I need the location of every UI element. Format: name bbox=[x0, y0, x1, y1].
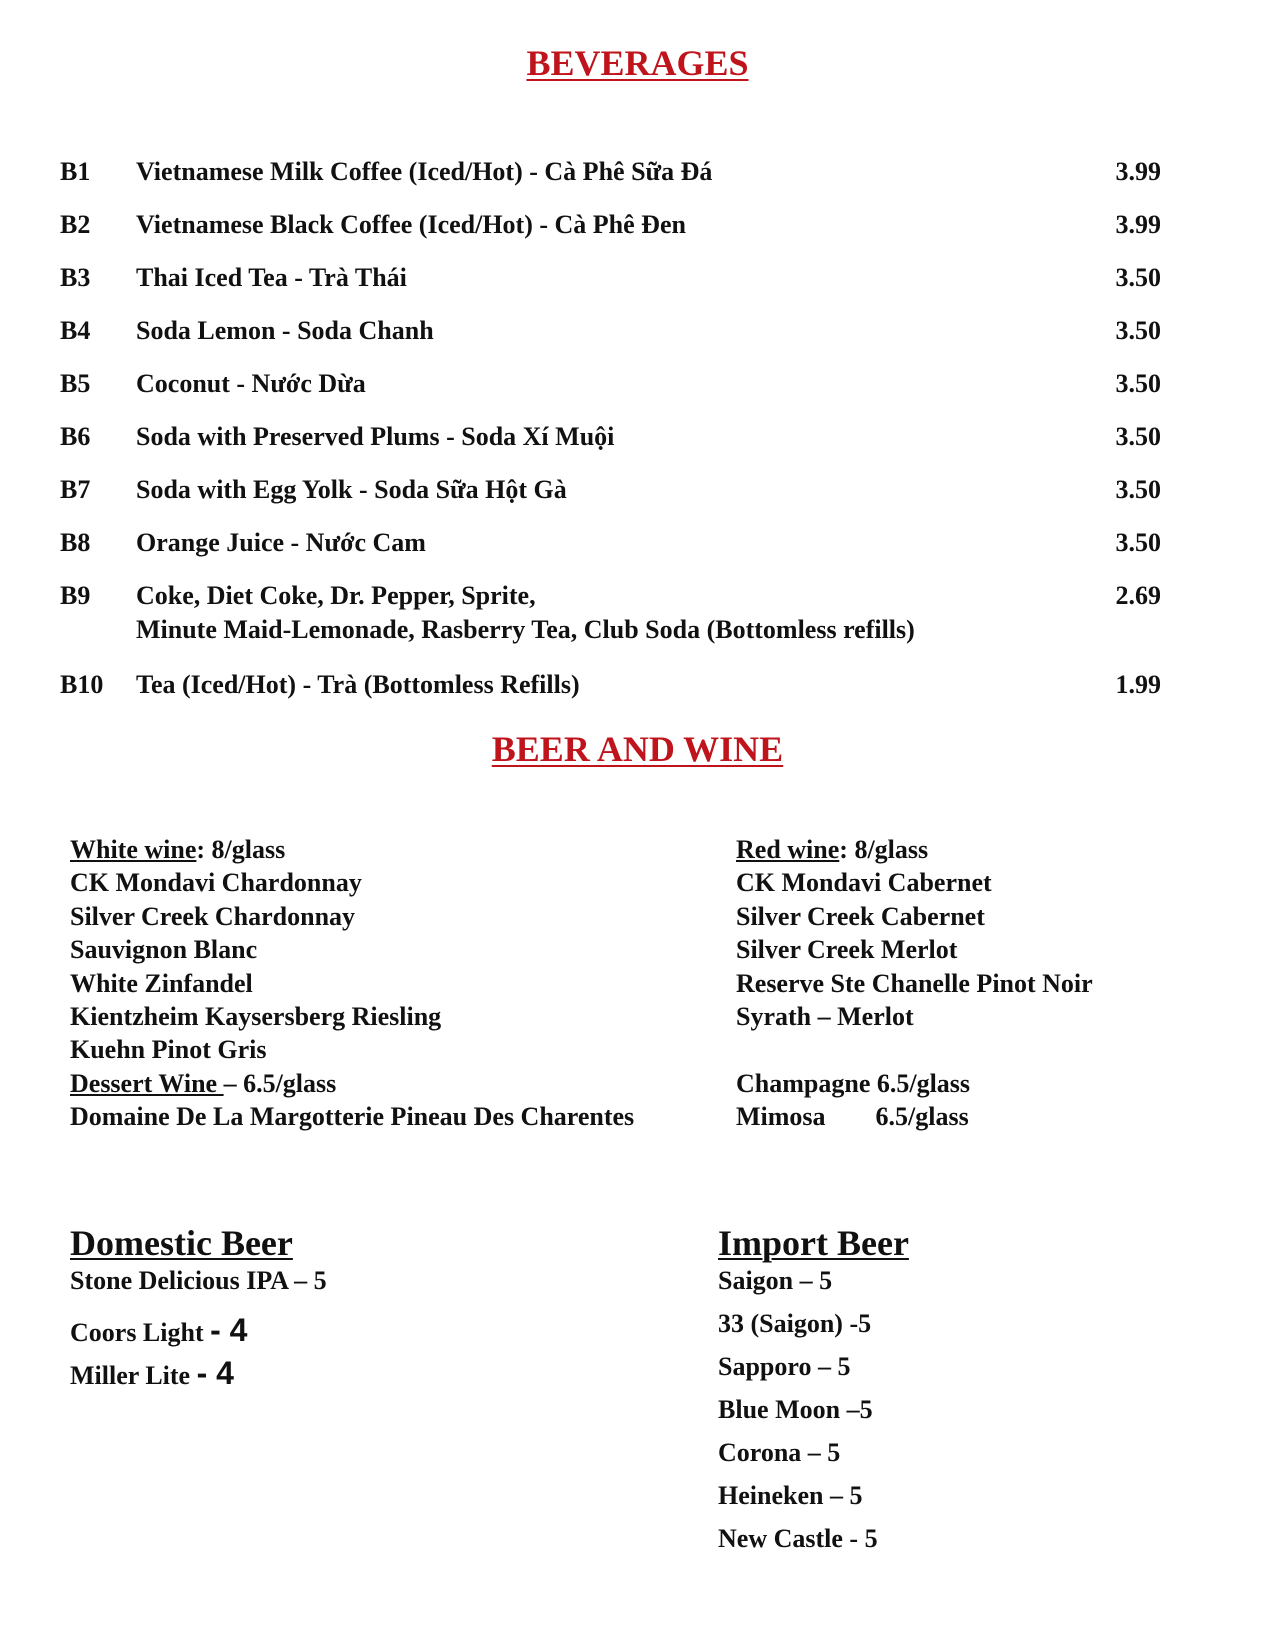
beverage-price: 3.50 bbox=[1115, 369, 1161, 398]
beverage-name-line: Orange Juice - Nước Cam bbox=[136, 528, 426, 557]
beverage-price: 1.99 bbox=[1115, 670, 1161, 699]
white-wine-column bbox=[70, 833, 634, 1134]
red-wine-item: CK Mondavi Cabernet bbox=[736, 868, 992, 898]
beverage-price: 3.50 bbox=[1115, 316, 1161, 345]
beverage-price: 2.69 bbox=[1115, 581, 1161, 610]
white-wine-item: Kientzheim Kaysersberg Riesling bbox=[70, 1002, 442, 1032]
white-wine-item: CK Mondavi Chardonnay bbox=[70, 868, 362, 898]
red-wine-item: Reserve Ste Chanelle Pinot Noir bbox=[736, 968, 1093, 998]
import-beer-heading: Import Beer bbox=[718, 1223, 909, 1263]
mimosa-price: 6.5/glass bbox=[875, 1102, 969, 1132]
red-wine-item: Silver Creek Cabernet bbox=[736, 901, 985, 931]
domestic-beer-item bbox=[70, 1355, 234, 1392]
red-wine-header bbox=[736, 833, 1093, 866]
domestic-beer-heading: Domestic Beer bbox=[70, 1223, 293, 1263]
beverage-code: B2 bbox=[60, 210, 91, 239]
import-beer-item: Corona – 5 bbox=[718, 1438, 841, 1467]
beverage-price: 3.99 bbox=[1115, 157, 1161, 186]
beer-name: Coors Light bbox=[70, 1318, 211, 1347]
beverage-code: B7 bbox=[60, 475, 91, 504]
dessert-wine-header bbox=[70, 1067, 634, 1100]
red-wine-label: Red wine bbox=[736, 835, 840, 864]
champagne-item: Champagne 6.5/glass bbox=[736, 1068, 971, 1098]
beer-name: Stone Delicious IPA – 5 bbox=[70, 1266, 327, 1295]
beer-name: Miller Lite bbox=[70, 1361, 197, 1390]
beverages-heading: BEVERAGES bbox=[526, 43, 749, 83]
white-wine-item: Sauvignon Blanc bbox=[70, 935, 258, 965]
beverage-price: 3.50 bbox=[1115, 422, 1161, 451]
dessert-wine-item: Domaine De La Margotterie Pineau Des Charentes bbox=[70, 1102, 635, 1132]
domestic-beer-item bbox=[70, 1312, 247, 1349]
beverage-code: B10 bbox=[60, 670, 104, 699]
beverage-name bbox=[136, 208, 686, 242]
white-wine-label: White wine bbox=[70, 835, 197, 864]
beverage-name bbox=[136, 579, 915, 647]
beverage-price: 3.50 bbox=[1115, 528, 1161, 557]
beverage-name bbox=[136, 261, 407, 295]
white-wine-price: : 8/glass bbox=[196, 835, 286, 864]
import-beer-item: Heineken – 5 bbox=[718, 1481, 863, 1510]
beverage-name bbox=[136, 314, 434, 348]
beverage-name bbox=[136, 668, 580, 702]
red-wine-item: Silver Creek Merlot bbox=[736, 935, 958, 965]
beverage-name-line: Tea (Iced/Hot) - Trà (Bottomless Refills) bbox=[136, 670, 580, 699]
dessert-wine-label: Dessert Wine bbox=[70, 1068, 224, 1098]
import-beer-item: Sapporo – 5 bbox=[718, 1352, 851, 1381]
beverage-code: B4 bbox=[60, 316, 91, 345]
beverage-name bbox=[136, 367, 366, 401]
domestic-beer-item bbox=[70, 1266, 327, 1296]
mimosa-name: Mimosa bbox=[736, 1102, 826, 1132]
beverage-price: 3.50 bbox=[1115, 263, 1161, 292]
beverage-name-line: Thai Iced Tea - Trà Thái bbox=[136, 263, 407, 292]
beverage-name-line: Coke, Diet Coke, Dr. Pepper, Sprite, bbox=[136, 581, 536, 610]
white-wine-header bbox=[70, 833, 634, 866]
beverage-name-line: Soda with Preserved Plums - Soda Xí Muội bbox=[136, 422, 615, 451]
red-wine-item: Syrath – Merlot bbox=[736, 1002, 914, 1032]
beverage-code: B3 bbox=[60, 263, 91, 292]
beverage-name-line: Soda with Egg Yolk - Soda Sữa Hột Gà bbox=[136, 475, 567, 504]
import-beer-item: New Castle - 5 bbox=[718, 1524, 878, 1553]
beverage-name bbox=[136, 155, 712, 189]
beverage-name bbox=[136, 526, 426, 560]
white-wine-item: Silver Creek Chardonnay bbox=[70, 901, 356, 931]
red-wine-column bbox=[736, 833, 1093, 1134]
beer-price: - 4 bbox=[196, 1355, 234, 1391]
import-beer-item: Saigon – 5 bbox=[718, 1266, 833, 1295]
white-wine-item: White Zinfandel bbox=[70, 968, 253, 998]
beverage-code: B6 bbox=[60, 422, 91, 451]
beverage-code: B5 bbox=[60, 369, 91, 398]
beverage-name-line: Minute Maid-Lemonade, Rasberry Tea, Club Soda (Bottomless refills) bbox=[136, 615, 915, 644]
beverage-code: B8 bbox=[60, 528, 91, 557]
white-wine-item: Kuehn Pinot Gris bbox=[70, 1035, 267, 1065]
beverage-name-line: Vietnamese Black Coffee (Iced/Hot) - Cà Phê Đen bbox=[136, 210, 686, 239]
red-wine-price: : 8/glass bbox=[839, 835, 929, 864]
beer-and-wine-heading: BEER AND WINE bbox=[491, 729, 784, 769]
beverage-name-line: Soda Lemon - Soda Chanh bbox=[136, 316, 434, 345]
beverage-name-line: Vietnamese Milk Coffee (Iced/Hot) - Cà Phê Sữa Đá bbox=[136, 157, 713, 186]
beverage-name-line: Coconut - Nước Dừa bbox=[136, 369, 366, 398]
beverage-code: B1 bbox=[60, 157, 91, 186]
beverage-name bbox=[136, 420, 614, 454]
beverage-name bbox=[136, 473, 567, 507]
spacer bbox=[736, 1033, 1093, 1066]
beverage-code: B9 bbox=[60, 581, 91, 610]
beverage-price: 3.99 bbox=[1115, 210, 1161, 239]
import-beer-item: 33 (Saigon) -5 bbox=[718, 1309, 872, 1338]
mimosa-item bbox=[736, 1100, 1093, 1133]
dessert-wine-price: – 6.5/glass bbox=[223, 1068, 337, 1098]
import-beer-item: Blue Moon –5 bbox=[718, 1395, 873, 1424]
beverage-price: 3.50 bbox=[1115, 475, 1161, 504]
beer-price: - 4 bbox=[210, 1312, 248, 1348]
